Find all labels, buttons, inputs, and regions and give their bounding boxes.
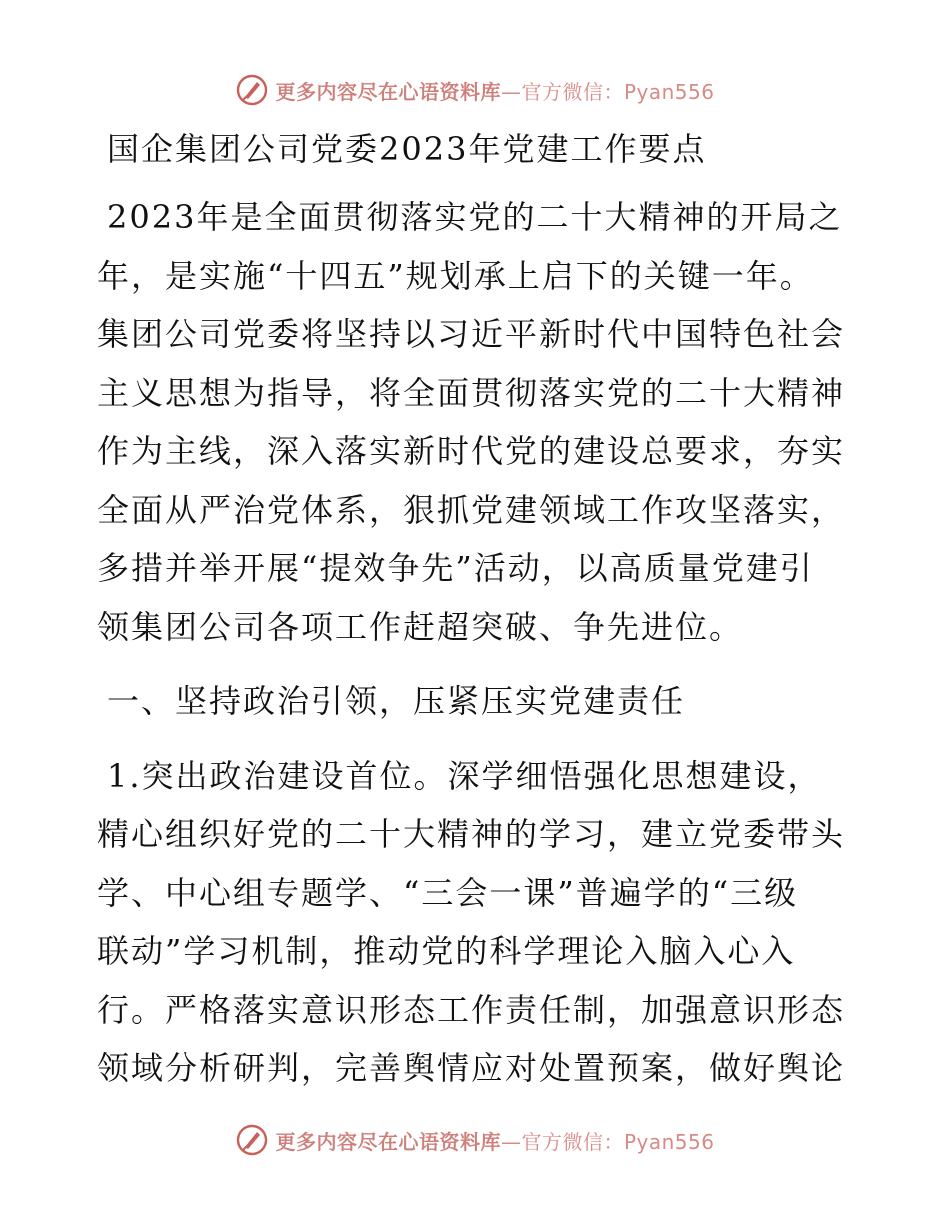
paragraph-line: 学、中心组专题学、“三会一课”普遍学的“三级 xyxy=(97,873,799,912)
paragraph-line: 联动”学习机制，推动党的科学理论入脑入心入 xyxy=(97,932,796,970)
paragraph-line: 年，是实施“十四五”规划承上启下的关键一年。 xyxy=(97,256,814,295)
paragraph-line: 作为主线，深入落实新时代党的建设总要求，夯实 xyxy=(97,432,846,470)
watermark-text: 更多内容尽在心语资料库—官方微信：Pyan556 xyxy=(275,1129,715,1154)
paragraph-line: 行。严格落实意识形态工作责任制，加强意识形态 xyxy=(97,990,846,1029)
watermark-header xyxy=(0,70,950,110)
section-heading xyxy=(97,672,857,731)
watermark-footer xyxy=(0,1120,950,1160)
quill-logo-icon xyxy=(235,73,269,107)
paragraph-line: 领域分析研判，完善舆情应对处置预案，做好舆论 xyxy=(97,1049,846,1087)
watermark-text: 更多内容尽在心语资料库—官方微信：Pyan556 xyxy=(275,79,715,104)
paragraph-line: 领集团公司各项工作赶超突破、争先进位。 xyxy=(97,607,744,646)
section-heading-text: 一、坚持政治引领，压紧压实党建责任 xyxy=(107,682,686,720)
intro-paragraph xyxy=(97,188,857,656)
paragraph-line: 多措并举开展“提效争先”活动，以高质量党建引 xyxy=(97,549,814,587)
document-title: 国企集团公司党委2023年党建工作要点 xyxy=(107,130,707,168)
paragraph-line: 2023年是全面贯彻落实党的二十大精神的开局之 xyxy=(107,198,843,236)
paragraph-line: 精心组织好党的二十大精神的学习，建立党委带头 xyxy=(97,815,846,853)
quill-logo-icon xyxy=(235,1123,269,1157)
document-body xyxy=(97,120,857,1098)
paragraph-line: 全面从严治党体系，狠抓党建领域工作攻坚落实， xyxy=(97,490,846,529)
paragraph-line: 主义思想为指导，将全面贯彻落实党的二十大精神 xyxy=(97,373,846,412)
paragraph-line: 集团公司党委将坚持以习近平新时代中国特色社会 xyxy=(97,315,846,353)
item-paragraph xyxy=(97,747,857,1098)
paragraph-line: 1.突出政治建设首位。深学细悟强化思想建设， xyxy=(107,756,822,795)
